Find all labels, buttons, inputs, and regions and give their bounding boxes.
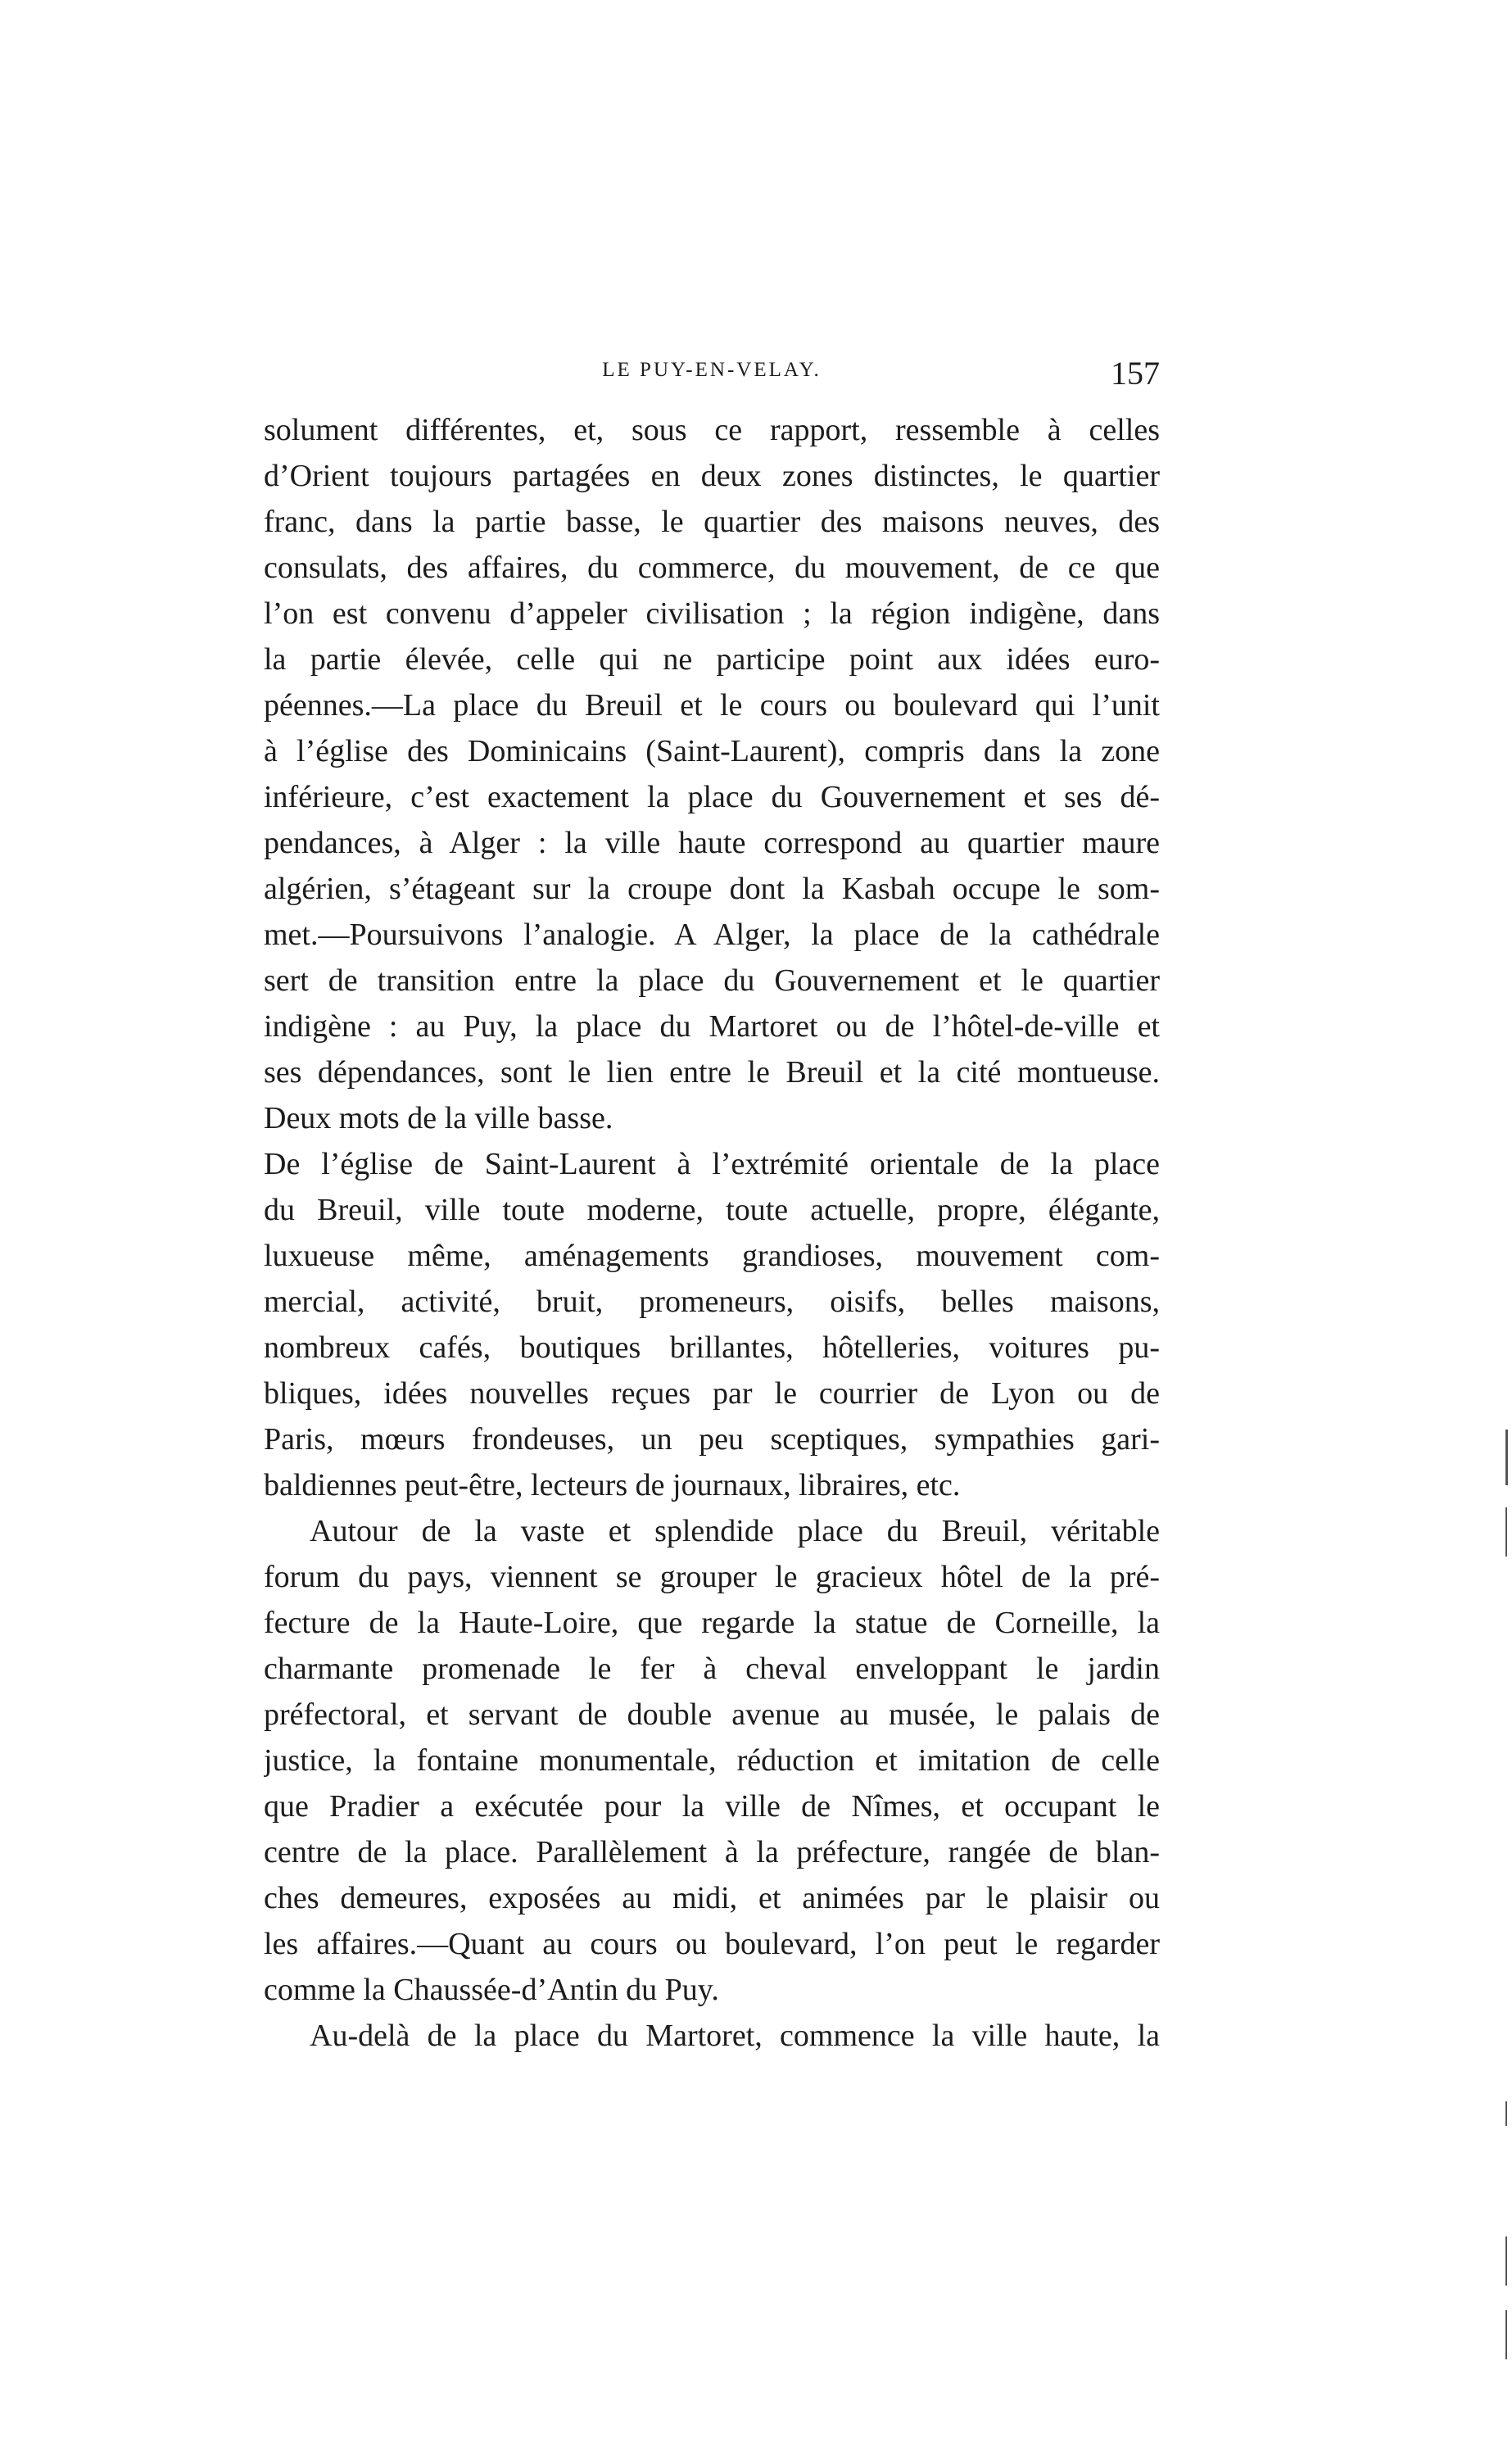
text-line: la partie élevée, celle qui ne participe point aux idées euro-	[264, 642, 1160, 677]
text-line: pendances, à Alger : la ville haute correspond au quartier maure	[264, 826, 1160, 860]
text-line: ches demeures, exposées au midi, et animées par le plaisir ou	[264, 1881, 1160, 1915]
text-line: d’Orient toujours partagées en deux zones distinctes, le quartier	[264, 459, 1160, 493]
text-line: luxueuse même, aménagements grandioses, mouvement com-	[264, 1239, 1160, 1273]
text-line: bliques, idées nouvelles reçues par le courrier de Lyon ou de	[264, 1376, 1160, 1411]
text-line: péennes.—La place du Breuil et le cours ou boulevard qui l’unit	[264, 688, 1160, 723]
text-line: préfectoral, et servant de double avenue au musée, le palais de	[264, 1697, 1160, 1732]
text-line: l’on est convenu d’appeler civilisation ; la région indigène, dans	[264, 596, 1160, 631]
text-line: baldiennes peut-être, lecteurs de journaux, libraires, etc.	[264, 1468, 961, 1502]
text-line: consulats, des affaires, du commerce, du mouvement, de ce que	[264, 551, 1160, 585]
text-line: indigène : au Puy, la place du Martoret ou de l’hôtel-de-ville et	[264, 1009, 1160, 1044]
text-line: du Breuil, ville toute moderne, toute actuelle, propre, élégante,	[264, 1193, 1160, 1227]
text-line: inférieure, c’est exactement la place du Gouvernement et ses dé-	[264, 780, 1160, 814]
text-line: sert de transition entre la place du Gouvernement et le quartier	[264, 963, 1160, 998]
text-line: De l’église de Saint-Laurent à l’extrémité orientale de la place	[264, 1147, 1160, 1181]
text-line: mercial, activité, bruit, promeneurs, oisifs, belles maisons,	[264, 1285, 1160, 1319]
text-line: Au-delà de la place du Martoret, commence la ville haute, la	[310, 2019, 1160, 2053]
text-line: fecture de la Haute-Loire, que regarde la statue de Corneille, la	[264, 1606, 1160, 1640]
running-head	[264, 354, 1160, 403]
text-line: les affaires.—Quant au cours ou boulevard, l’on peut le regarder	[264, 1927, 1160, 1961]
text-line: forum du pays, viennent se grouper le gracieux hôtel de la pré-	[264, 1560, 1160, 1594]
scan-artifact-mark	[1505, 1507, 1507, 1557]
scan-artifact-mark	[1505, 2236, 1507, 2286]
scan-artifact-mark	[1505, 2310, 1507, 2359]
text-line: Autour de la vaste et splendide place du Breuil, véritable	[310, 1514, 1160, 1548]
text-line: algérien, s’étageant sur la croupe dont la Kasbah occupe le som-	[264, 872, 1160, 906]
text-line: met.—Poursuivons l’analogie. A Alger, la place de la cathédrale	[264, 918, 1160, 952]
text-line: Deux mots de la ville basse.	[264, 1101, 613, 1135]
text-line: que Pradier a exécutée pour la ville de Nîmes, et occupant le	[264, 1789, 1160, 1824]
text-line: Paris, mœurs frondeuses, un peu sceptiques, sympathies gari-	[264, 1422, 1160, 1457]
text-line: centre de la place. Parallèlement à la préfecture, rangée de blan-	[264, 1835, 1160, 1869]
text-line: à l’église des Dominicains (Saint-Laurent), compris dans la zone	[264, 734, 1160, 768]
scan-artifact-mark	[1505, 2101, 1507, 2126]
running-title: LE PUY-EN-VELAY.	[602, 359, 822, 381]
text-line: franc, dans la partie basse, le quartier des maisons neuves, des	[264, 505, 1160, 539]
text-line: justice, la fontaine monumentale, réduction et imitation de celle	[264, 1743, 1160, 1778]
text-line: ses dépendances, sont le lien entre le Breuil et la cité montueuse.	[264, 1055, 1160, 1090]
text-line: comme la Chaussée-d’Antin du Puy.	[264, 1973, 719, 2007]
body-text	[264, 407, 1160, 2059]
scan-artifact-mark	[1505, 1430, 1508, 1485]
text-line: nombreux cafés, boutiques brillantes, hôtelleries, voitures pu-	[264, 1330, 1160, 1365]
text-line: solument différentes, et, sous ce rapport, ressemble à celles	[264, 413, 1160, 447]
page-number: 157	[1111, 355, 1160, 392]
text-line: charmante promenade le fer à cheval enveloppant le jardin	[264, 1652, 1160, 1686]
